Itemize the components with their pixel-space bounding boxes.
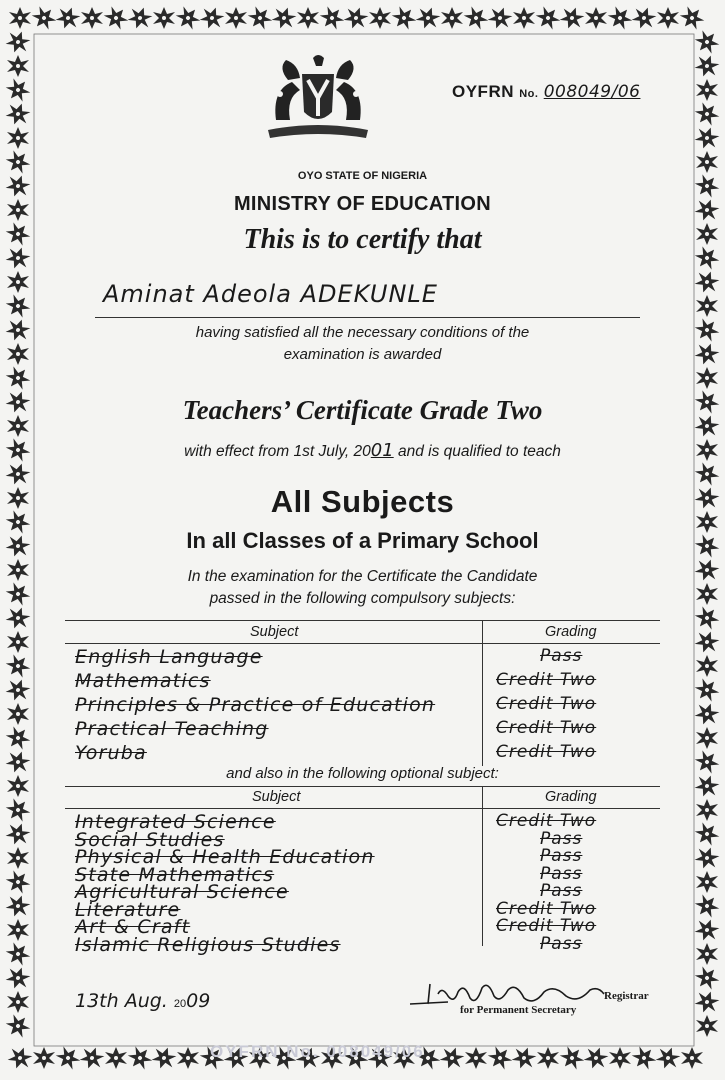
border-leaf	[485, 1043, 516, 1074]
border-leaf	[605, 3, 636, 34]
border-leaf	[7, 703, 29, 725]
border-leaf	[3, 723, 34, 754]
border-leaf	[693, 844, 721, 872]
conditions-line-1: having satisfied all the necessary conditions of the	[195, 324, 530, 341]
border-leaf	[693, 52, 721, 80]
border-leaf	[681, 1047, 703, 1069]
subject-cell: Practical Teaching	[75, 718, 269, 740]
grade-cell: Credit Two	[496, 916, 597, 936]
date-prefix: 20	[173, 998, 187, 1010]
border-leaf	[198, 4, 226, 32]
border-leaf	[126, 4, 154, 32]
border-leaf	[696, 367, 718, 389]
subject-cell: Art & Craft	[75, 916, 191, 938]
table-rule	[65, 620, 660, 621]
certify-heading: This is to certify that	[243, 224, 482, 255]
border-leaf	[369, 7, 391, 29]
border-leaf	[692, 891, 723, 922]
effect-suffix: and is qualified to teach	[398, 443, 561, 460]
border-leaf	[696, 655, 718, 677]
table-rule	[65, 786, 660, 787]
grading-header: Grading	[545, 624, 597, 640]
conditions-line-2: examination is awarded	[283, 346, 442, 363]
exam-intro-text	[0, 566, 725, 610]
border-leaf	[692, 819, 723, 850]
border-leaf	[696, 1015, 718, 1037]
border-leaf	[696, 871, 718, 893]
border-leaf	[609, 1047, 631, 1069]
grading-header: Grading	[545, 789, 597, 805]
border-leaf	[177, 1047, 199, 1069]
border-leaf	[696, 295, 718, 317]
border-leaf	[342, 4, 370, 32]
border-leaf	[150, 1044, 178, 1072]
grade-cell: Credit Two	[496, 811, 597, 831]
border-leaf	[692, 27, 723, 58]
date-day: 13th Aug.	[75, 990, 168, 1012]
conditions-text	[0, 322, 725, 366]
border-leaf	[533, 3, 564, 34]
grade-cell: Credit Two	[496, 898, 597, 919]
table-divider	[482, 620, 483, 766]
grade-cell: Pass	[540, 933, 583, 954]
border-leaf	[696, 79, 718, 101]
cert-label: OYFRN	[452, 82, 514, 101]
border-leaf	[4, 892, 32, 920]
border-leaf	[54, 4, 82, 32]
table-rule	[65, 808, 660, 809]
border-leaf	[692, 675, 723, 706]
grade-cell: Credit Two	[496, 718, 597, 738]
border-leaf	[53, 1043, 84, 1074]
border-leaf	[692, 99, 723, 130]
border-leaf	[4, 100, 32, 128]
grade-cell: Pass	[540, 863, 583, 884]
optional-intro: and also in the following optional subject:	[226, 765, 499, 782]
border-leaf	[7, 127, 29, 149]
subject-cell: Islamic Religious Studies	[75, 933, 341, 956]
subject-cell: Yoruba	[75, 742, 147, 764]
border-leaf	[225, 7, 247, 29]
cert-number-value: 008049/06	[543, 82, 641, 102]
certificate-number	[452, 82, 640, 102]
border-leaf	[693, 628, 721, 656]
border-leaf	[7, 991, 29, 1013]
coat-of-arms-emblem	[258, 50, 378, 145]
border-leaf	[105, 1047, 127, 1069]
border-leaf	[297, 7, 319, 29]
border-leaf	[654, 1044, 682, 1072]
border-leaf	[4, 820, 32, 848]
border-leaf	[414, 4, 442, 32]
border-leaf	[438, 1044, 466, 1072]
ministry-title: MINISTRY OF EDUCATION	[233, 193, 492, 215]
border-leaf	[557, 1043, 588, 1074]
border-leaf	[3, 1011, 34, 1042]
border-leaf	[582, 1044, 610, 1072]
border-leaf	[693, 988, 721, 1016]
table-rule	[65, 643, 660, 644]
candidate-name: Aminat Adeola ADEKUNLE	[103, 280, 438, 308]
subject-cell: State Mathematics	[75, 863, 275, 886]
state-title: OYO STATE OF NIGERIA	[297, 170, 428, 182]
subject-cell: Mathematics	[75, 670, 211, 692]
border-leaf	[486, 4, 514, 32]
subject-cell: Integrated Science	[75, 811, 276, 833]
border-leaf	[441, 7, 463, 29]
border-leaf	[270, 4, 298, 32]
primary-school-heading: In all Classes of a Primary School	[186, 528, 539, 553]
effect-prefix: with effect from 1st July, 20	[184, 443, 371, 460]
border-leaf	[461, 3, 492, 34]
border-leaf	[153, 7, 175, 29]
border-leaf	[693, 124, 721, 152]
permanent-secretary-label: for Permanent Secretary	[460, 1004, 577, 1016]
grade-cell: Credit Two	[496, 742, 597, 762]
border-leaf	[696, 727, 718, 749]
border-leaf	[33, 1047, 55, 1069]
border-leaf	[693, 268, 721, 296]
stamp-watermark: OYFRN No. 008049/06	[210, 1042, 425, 1061]
exam-line-1: In the examination for the Certificate the Candidate	[187, 568, 538, 585]
border-leaf	[692, 963, 723, 994]
border-leaf	[3, 75, 34, 106]
issue-date	[75, 990, 210, 1012]
subject-cell: Physical & Health Education	[75, 846, 375, 868]
subject-cell: Agricultural Science	[75, 881, 289, 903]
no-label: No.	[519, 88, 539, 100]
border-leaf	[693, 700, 721, 728]
border-leaf	[513, 7, 535, 29]
subject-header: Subject	[250, 624, 299, 640]
all-subjects-heading: All Subjects	[270, 484, 455, 519]
border-leaf	[125, 1043, 156, 1074]
border-leaf	[3, 939, 34, 970]
effective-date-line	[0, 440, 725, 461]
border-leaf	[389, 3, 420, 34]
border-leaf	[3, 795, 34, 826]
grade-cell: Credit Two	[496, 670, 597, 690]
border-leaf	[3, 867, 34, 898]
border-leaf	[4, 28, 32, 56]
border-leaf	[7, 55, 29, 77]
grade-cell: Pass	[540, 828, 583, 849]
border-leaf	[696, 799, 718, 821]
subject-cell: Literature	[75, 898, 181, 921]
border-leaf	[6, 1044, 34, 1072]
border-leaf	[81, 7, 103, 29]
border-leaf	[101, 3, 132, 34]
border-leaf	[696, 943, 718, 965]
grade-cell: Pass	[540, 846, 583, 866]
border-leaf	[4, 964, 32, 992]
border-leaf	[7, 271, 29, 293]
border-leaf	[7, 919, 29, 941]
border-leaf	[510, 1044, 538, 1072]
border-leaf	[4, 676, 32, 704]
grade-cell: Pass	[540, 881, 583, 901]
date-year: 09	[186, 990, 211, 1012]
effect-year: 01	[370, 440, 394, 461]
border-leaf	[7, 631, 29, 653]
border-leaf	[173, 3, 204, 34]
border-leaf	[558, 4, 586, 32]
border-leaf	[3, 363, 34, 394]
subject-cell: English Language	[75, 646, 263, 668]
subject-cell: Principles & Practice of Education	[75, 694, 436, 716]
border-leaf	[629, 1043, 660, 1074]
border-leaf	[3, 651, 34, 682]
border-leaf	[537, 1047, 559, 1069]
exam-line-2: passed in the following compulsory subjects:	[209, 590, 516, 607]
subject-cell: Social Studies	[75, 828, 225, 851]
border-leaf	[657, 7, 679, 29]
border-leaf	[317, 3, 348, 34]
certificate-grade-title: Teachers’ Certificate Grade Two	[182, 395, 543, 425]
grade-cell: Pass	[540, 646, 583, 666]
registrar-label: Registrar	[604, 990, 649, 1002]
border-leaf	[630, 4, 658, 32]
border-leaf	[7, 847, 29, 869]
border-leaf	[693, 916, 721, 944]
border-leaf	[78, 1044, 106, 1072]
border-leaf	[3, 291, 34, 322]
border-leaf	[245, 3, 276, 34]
subject-header: Subject	[252, 789, 301, 805]
table-divider	[482, 786, 483, 946]
border-leaf	[29, 3, 60, 34]
border-leaf	[677, 3, 708, 34]
border-leaf	[585, 7, 607, 29]
grade-cell: Credit Two	[496, 694, 597, 714]
border-leaf	[465, 1047, 487, 1069]
border-leaf	[9, 7, 31, 29]
